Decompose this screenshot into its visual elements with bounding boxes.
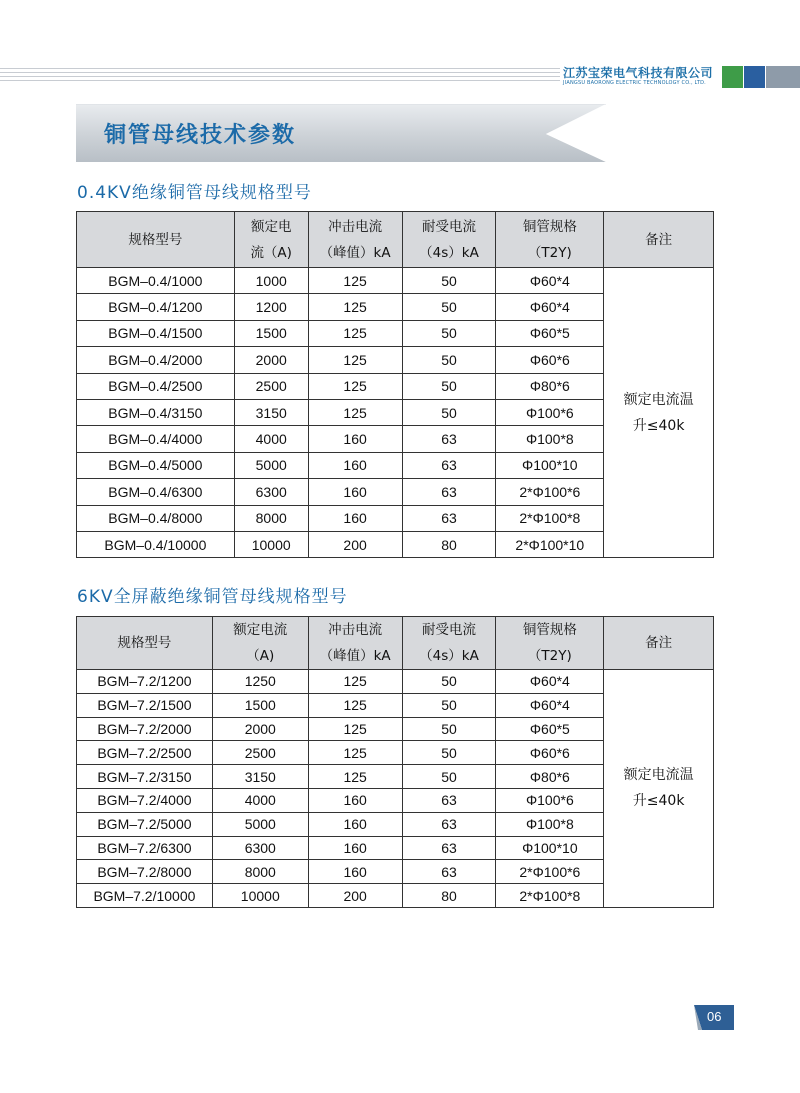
cell-model: BGM–0.4/6300 [77, 479, 235, 505]
cell-withstand-current: 50 [402, 347, 496, 373]
cell-peak-current: 160 [308, 788, 402, 812]
cell-peak-current: 125 [308, 693, 402, 717]
cell-withstand-current: 50 [402, 765, 496, 789]
cell-tube-spec: Φ100*10 [496, 836, 604, 860]
cell-rated-current: 1200 [234, 294, 308, 320]
cell-model: BGM–0.4/2000 [77, 347, 235, 373]
cell-peak-current: 125 [308, 373, 402, 399]
col-header-remarks: 备注 [604, 212, 714, 268]
page-number-badge [694, 1005, 734, 1030]
cell-tube-spec: Φ100*8 [496, 812, 604, 836]
cell-model: BGM–0.4/8000 [77, 505, 235, 531]
cell-rated-current: 1500 [234, 320, 308, 346]
header-green-block [722, 66, 743, 88]
cell-rated-current: 3150 [234, 399, 308, 425]
cell-withstand-current: 63 [402, 479, 496, 505]
cell-rated-current: 3150 [212, 765, 308, 789]
table2-title: 6KV全屏蔽绝缘铜管母线规格型号 [77, 587, 348, 607]
cell-withstand-current: 63 [402, 860, 496, 884]
cell-tube-spec: Φ80*6 [496, 373, 604, 399]
table-6kv-specs [76, 616, 714, 908]
cell-model: BGM–7.2/10000 [77, 884, 213, 908]
table-04kv-specs [76, 211, 714, 558]
cell-withstand-current: 50 [402, 373, 496, 399]
cell-withstand-current: 50 [402, 268, 496, 294]
cell-withstand-current: 80 [402, 884, 496, 908]
cell-withstand-current: 50 [402, 670, 496, 694]
cell-rated-current: 2000 [234, 347, 308, 373]
cell-peak-current: 160 [308, 505, 402, 531]
cell-rated-current: 1500 [212, 693, 308, 717]
cell-peak-current: 200 [308, 531, 402, 557]
cell-tube-spec: Φ60*4 [496, 670, 604, 694]
cell-tube-spec: Φ100*6 [496, 788, 604, 812]
cell-peak-current: 160 [308, 812, 402, 836]
cell-tube-spec: Φ60*4 [496, 693, 604, 717]
cell-tube-spec: Φ60*5 [496, 717, 604, 741]
cell-model: BGM–7.2/6300 [77, 836, 213, 860]
cell-rated-current: 6300 [212, 836, 308, 860]
cell-model: BGM–0.4/3150 [77, 399, 235, 425]
company-name-cn: 江苏宝荣电气科技有限公司 [563, 66, 714, 80]
cell-rated-current: 6300 [234, 479, 308, 505]
cell-withstand-current: 63 [402, 452, 496, 478]
cell-tube-spec: 2*Φ100*10 [496, 531, 604, 557]
cell-model: BGM–7.2/4000 [77, 788, 213, 812]
cell-tube-spec: 2*Φ100*8 [496, 884, 604, 908]
cell-peak-current: 125 [308, 765, 402, 789]
header-blue-block [744, 66, 765, 88]
cell-model: BGM–0.4/2500 [77, 373, 235, 399]
cell-peak-current: 125 [308, 717, 402, 741]
cell-model: BGM–0.4/1200 [77, 294, 235, 320]
cell-withstand-current: 63 [402, 836, 496, 860]
cell-peak-current: 125 [308, 347, 402, 373]
cell-tube-spec: 2*Φ100*8 [496, 505, 604, 531]
cell-tube-spec: Φ100*10 [496, 452, 604, 478]
cell-remarks: 额定电流温 升≤40k [604, 268, 714, 558]
cell-model: BGM–7.2/2000 [77, 717, 213, 741]
col-header-withstand-current: 耐受电流 （4s）kA [402, 212, 496, 268]
cell-rated-current: 2500 [234, 373, 308, 399]
cell-peak-current: 125 [308, 399, 402, 425]
cell-withstand-current: 63 [402, 505, 496, 531]
cell-withstand-current: 50 [402, 320, 496, 346]
header-gray-block [766, 66, 800, 88]
cell-model: BGM–7.2/5000 [77, 812, 213, 836]
cell-tube-spec: Φ60*6 [496, 741, 604, 765]
cell-withstand-current: 50 [402, 294, 496, 320]
cell-rated-current: 2500 [212, 741, 308, 765]
cell-peak-current: 125 [308, 268, 402, 294]
table1-title: 0.4KV绝缘铜管母线规格型号 [77, 183, 312, 203]
cell-rated-current: 5000 [234, 452, 308, 478]
cell-model: BGM–7.2/3150 [77, 765, 213, 789]
cell-model: BGM–0.4/1000 [77, 268, 235, 294]
cell-tube-spec: Φ60*5 [496, 320, 604, 346]
cell-peak-current: 160 [308, 860, 402, 884]
cell-rated-current: 1250 [212, 670, 308, 694]
table-header-row [77, 212, 714, 268]
col-header-remarks: 备注 [604, 617, 714, 670]
cell-model: BGM–0.4/10000 [77, 531, 235, 557]
company-logo [563, 66, 723, 87]
cell-tube-spec: Φ60*4 [496, 294, 604, 320]
cell-model: BGM–0.4/4000 [77, 426, 235, 452]
cell-model: BGM–0.4/5000 [77, 452, 235, 478]
cell-remarks: 额定电流温 升≤40k [604, 670, 714, 908]
cell-withstand-current: 63 [402, 812, 496, 836]
cell-withstand-current: 50 [402, 693, 496, 717]
col-header-tube-spec: 铜管规格 （T2Y) [496, 212, 604, 268]
col-header-model: 规格型号 [77, 212, 235, 268]
section-title: 铜管母线技术参数 [104, 123, 297, 148]
cell-tube-spec: Φ80*6 [496, 765, 604, 789]
cell-peak-current: 160 [308, 426, 402, 452]
page-number: 06 [707, 1009, 722, 1024]
cell-peak-current: 125 [308, 741, 402, 765]
cell-tube-spec: Φ100*6 [496, 399, 604, 425]
col-header-tube-spec: 铜管规格 （T2Y) [496, 617, 604, 670]
cell-peak-current: 125 [308, 670, 402, 694]
cell-peak-current: 200 [308, 884, 402, 908]
cell-rated-current: 8000 [212, 860, 308, 884]
table1-body [77, 268, 714, 558]
cell-peak-current: 125 [308, 320, 402, 346]
cell-peak-current: 160 [308, 479, 402, 505]
col-header-rated-current: 额定电 流（A) [234, 212, 308, 268]
cell-withstand-current: 50 [402, 399, 496, 425]
cell-model: BGM–7.2/2500 [77, 741, 213, 765]
cell-model: BGM–7.2/8000 [77, 860, 213, 884]
cell-withstand-current: 50 [402, 717, 496, 741]
section-banner [76, 104, 606, 162]
cell-tube-spec: Φ60*4 [496, 268, 604, 294]
cell-peak-current: 160 [308, 836, 402, 860]
cell-withstand-current: 63 [402, 426, 496, 452]
cell-withstand-current: 50 [402, 741, 496, 765]
cell-withstand-current: 80 [402, 531, 496, 557]
cell-tube-spec: Φ100*8 [496, 426, 604, 452]
header-rule-lines [0, 68, 560, 86]
cell-tube-spec: 2*Φ100*6 [496, 860, 604, 884]
col-header-peak-current: 冲击电流 （峰值）kA [308, 617, 402, 670]
cell-rated-current: 4000 [212, 788, 308, 812]
cell-rated-current: 4000 [234, 426, 308, 452]
cell-model: BGM–7.2/1200 [77, 670, 213, 694]
cell-rated-current: 10000 [212, 884, 308, 908]
table-header-row [77, 617, 714, 670]
col-header-withstand-current: 耐受电流 （4s）kA [402, 617, 496, 670]
cell-withstand-current: 63 [402, 788, 496, 812]
table-row [77, 268, 714, 294]
cell-model: BGM–7.2/1500 [77, 693, 213, 717]
col-header-model: 规格型号 [77, 617, 213, 670]
cell-model: BGM–0.4/1500 [77, 320, 235, 346]
table-row [77, 670, 714, 694]
cell-peak-current: 125 [308, 294, 402, 320]
cell-tube-spec: Φ60*6 [496, 347, 604, 373]
col-header-peak-current: 冲击电流 （峰值）kA [308, 212, 402, 268]
col-header-rated-current: 额定电流 （A) [212, 617, 308, 670]
cell-rated-current: 10000 [234, 531, 308, 557]
cell-peak-current: 160 [308, 452, 402, 478]
cell-tube-spec: 2*Φ100*6 [496, 479, 604, 505]
cell-rated-current: 1000 [234, 268, 308, 294]
cell-rated-current: 8000 [234, 505, 308, 531]
cell-rated-current: 5000 [212, 812, 308, 836]
cell-rated-current: 2000 [212, 717, 308, 741]
table2-body [77, 670, 714, 908]
company-name-en: JIANGSU BAORONG ELECTRIC TECHNOLOGY CO., LTD. [563, 80, 706, 86]
